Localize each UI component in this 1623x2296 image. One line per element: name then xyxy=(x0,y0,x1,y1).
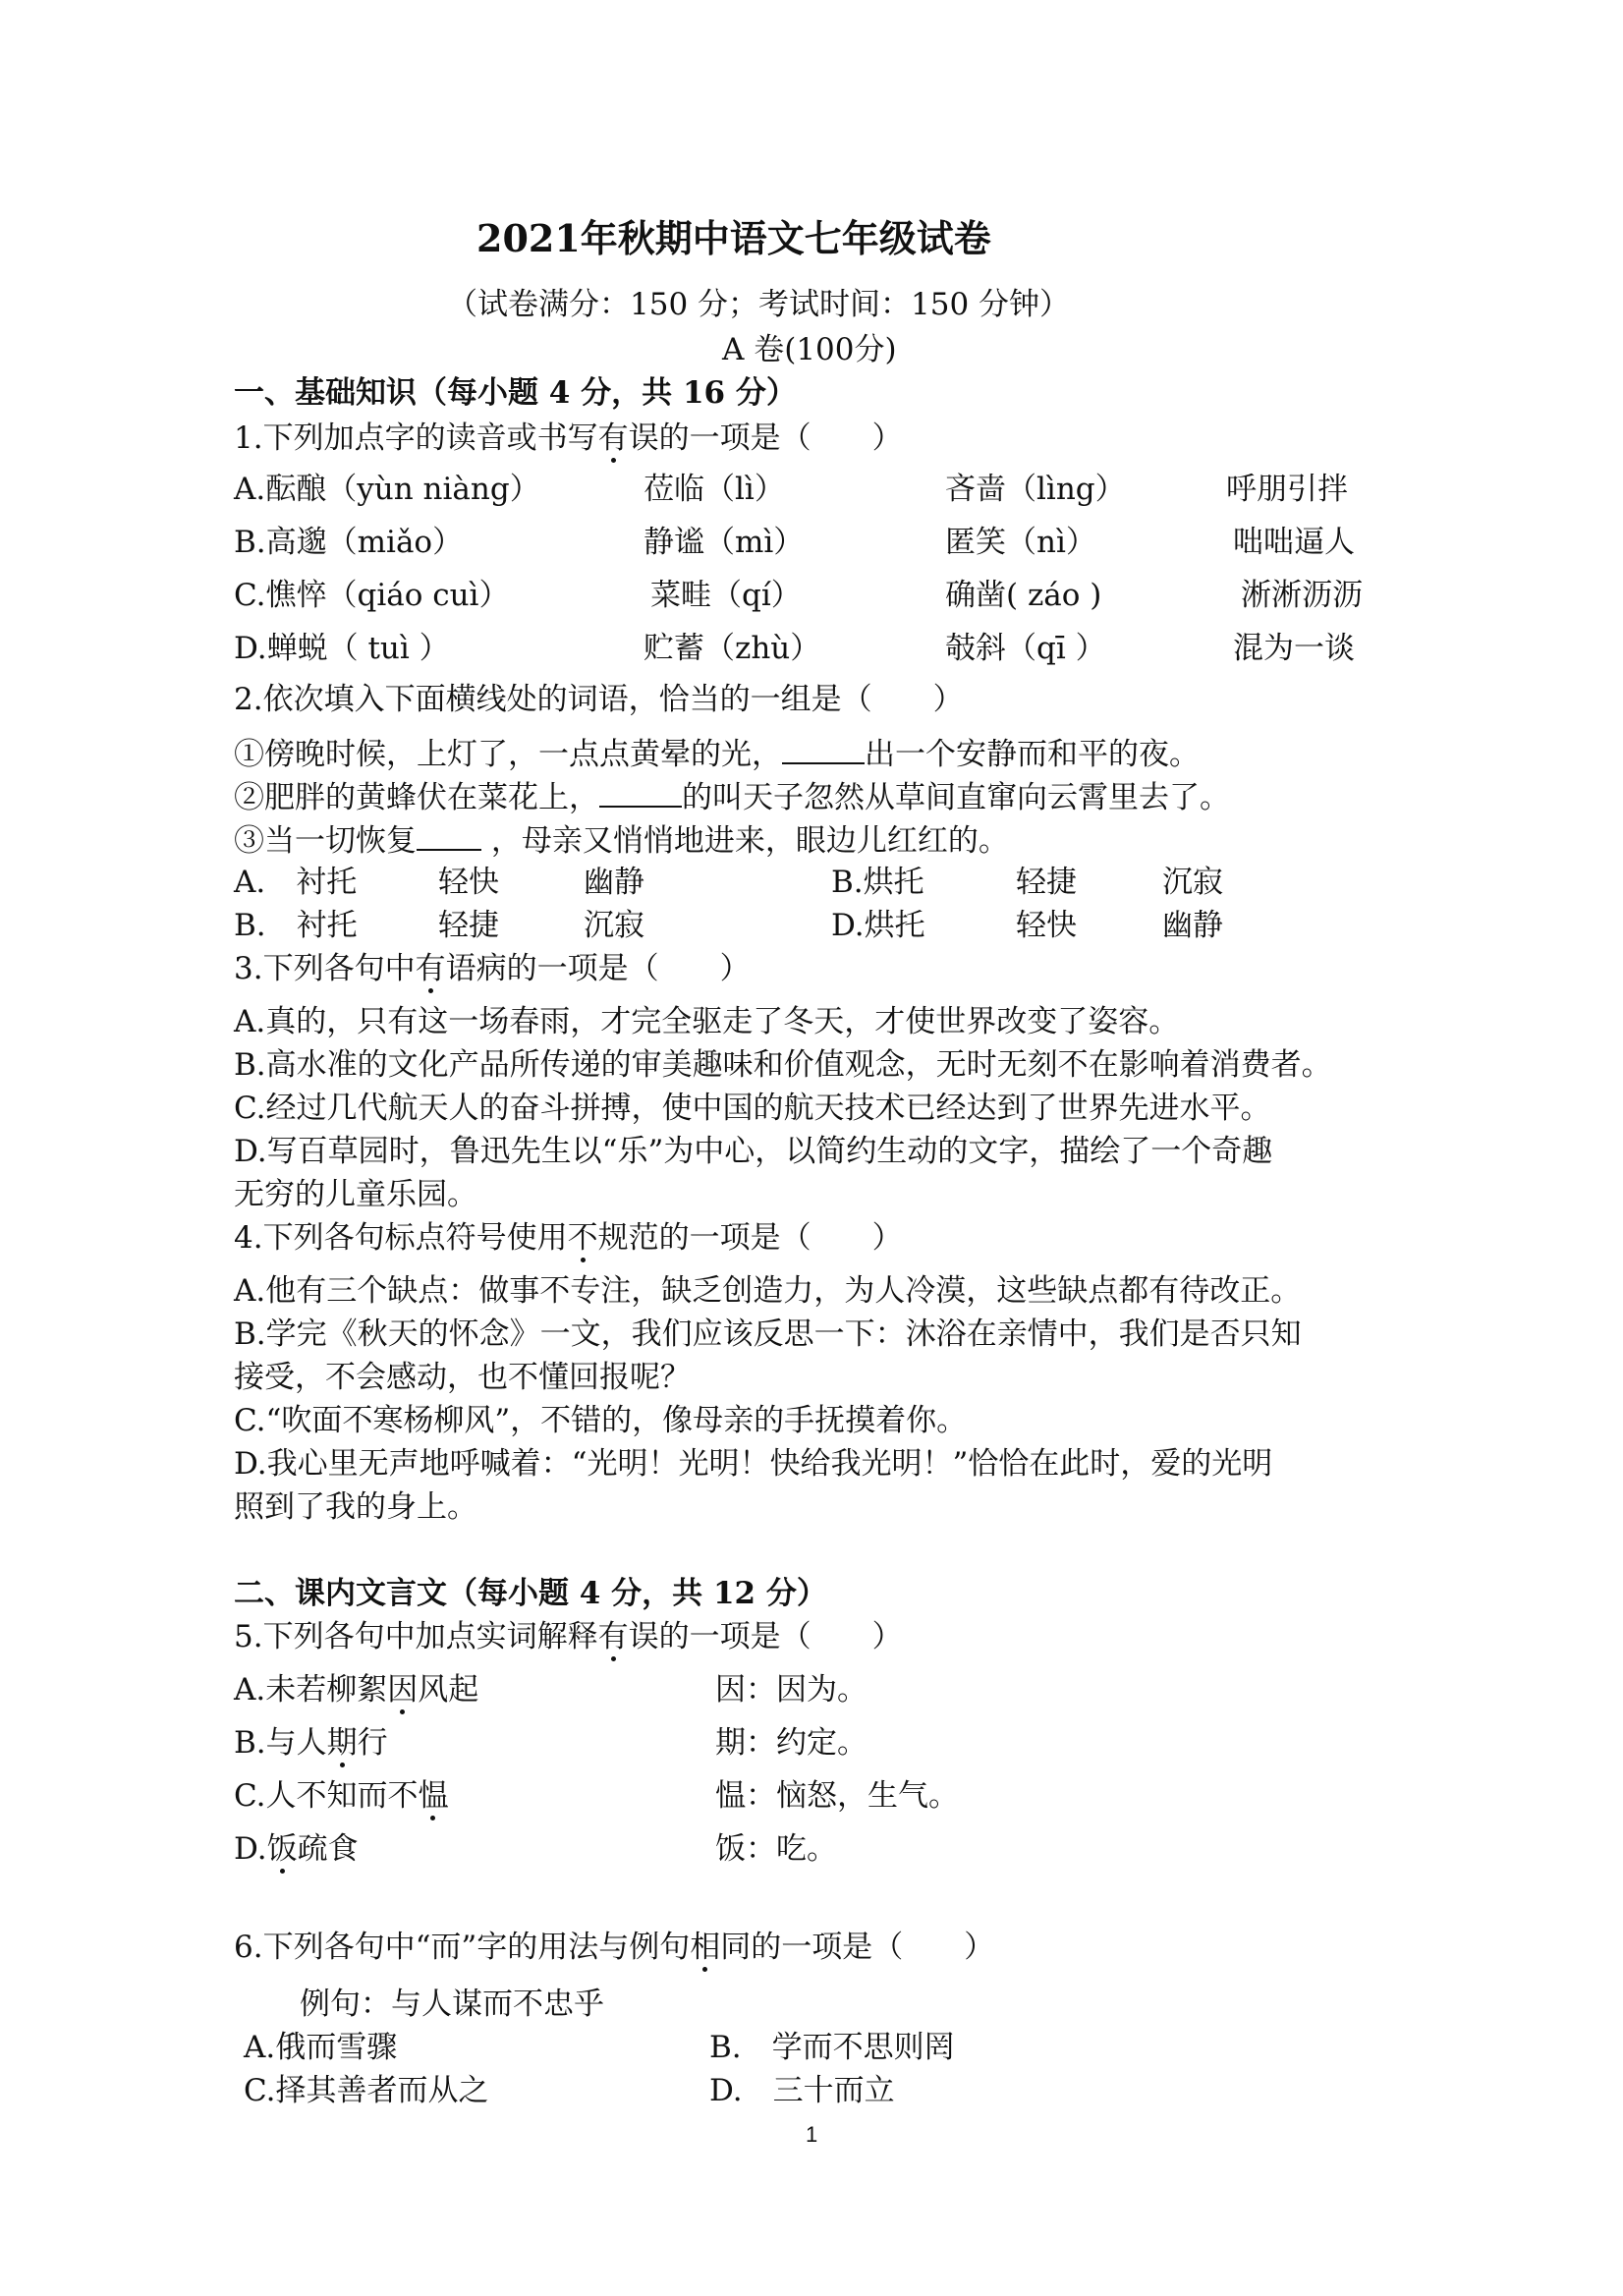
option-line: C.“吹面不寒杨柳风”，不错的，像母亲的手抚摸着你。 xyxy=(234,1403,968,1438)
option-row: B. 衬托 xyxy=(234,908,358,943)
option-word: 幽静 xyxy=(584,865,644,900)
option-explanation: 因：因为。 xyxy=(715,1672,867,1708)
option-explanation: 期：约定。 xyxy=(715,1725,867,1761)
option-text: A.俄而雪骤 xyxy=(244,2030,398,2065)
option-a-word3: 吝啬（lìng） xyxy=(945,472,1126,507)
sentence: ②肥胖的黄蜂伏在菜花上， 的叫天子忽然从草间直窜向云霄里去了。 xyxy=(234,780,1230,815)
option-line: C.经过几代航天人的奋斗拼搏，使中国的航天技术已经达到了世界先进水平。 xyxy=(234,1091,1271,1126)
option-text: D. 三十而立 xyxy=(709,2073,895,2108)
option-line: B.学完《秋天的怀念》一文，我们应该反思一下：沐浴在亲情中，我们是否只知 xyxy=(234,1316,1302,1352)
option-c-word1: C.憔悴（qiáo cuì） xyxy=(234,578,510,613)
option-text: C.择其善者而从之 xyxy=(244,2073,489,2108)
option-word: 轻快 xyxy=(1016,908,1077,943)
option-row: D.烘托 xyxy=(831,908,925,943)
option-explanation: 饭：吃。 xyxy=(715,1831,837,1867)
option-a-word2: 莅临（lì） xyxy=(644,472,785,507)
option-word: 幽静 xyxy=(1162,908,1223,943)
question-stem: 6.下列各句中“而”字的用法与例句相同的一项是（ ） xyxy=(234,1930,995,1965)
option-word: 沉寂 xyxy=(1162,865,1223,900)
section-heading: 一、基础知识（每小题 4 分，共 16 分） xyxy=(234,375,797,411)
option-line: 接受，不会感动，也不懂回报呢？ xyxy=(234,1360,691,1395)
option-b-word2: 静谧（mì） xyxy=(644,525,805,560)
option-sentence: B.与人期行 xyxy=(234,1725,388,1761)
option-row: A. 衬托 xyxy=(234,865,358,900)
option-d-word3: 攲斜（qī ） xyxy=(945,631,1106,666)
page-number: 1 xyxy=(806,2122,818,2147)
question-stem: 3.下列各句中有语病的一项是（ ） xyxy=(234,951,751,986)
option-row: B.烘托 xyxy=(831,865,924,900)
option-line: A.真的，只有这一场春雨，才完全驱走了冬天，才使世界改变了姿容。 xyxy=(234,1004,1180,1039)
option-sentence: A.未若柳絮因风起 xyxy=(234,1672,479,1708)
option-b-word3: 匿笑（nì） xyxy=(945,525,1096,560)
option-sentence: C.人不知而不愠 xyxy=(234,1778,449,1814)
option-d-word1: D.蝉蜕（ tuì ） xyxy=(234,631,450,666)
option-word: 轻快 xyxy=(438,865,499,900)
option-d-word4: 混为一谈 xyxy=(1233,631,1355,666)
option-line: 无穷的儿童乐园。 xyxy=(234,1177,477,1212)
option-sentence: D.饭疏食 xyxy=(234,1831,359,1867)
sentence: ①傍晚时候，上灯了，一点点黄晕的光， 出一个安静而和平的夜。 xyxy=(234,737,1200,772)
question-stem: 4.下列各句标点符号使用不规范的一项是（ ） xyxy=(234,1220,903,1256)
volume-label: A 卷(100分) xyxy=(722,332,897,367)
example-sentence: 例句：与人谋而不忠乎 xyxy=(300,1987,604,2022)
section-heading: 二、课内文言文（每小题 4 分，共 12 分） xyxy=(234,1576,827,1611)
option-word: 轻捷 xyxy=(1016,865,1077,900)
option-explanation: 愠：恼怒，生气。 xyxy=(715,1778,959,1814)
sentence: ③当一切恢复 ，母亲又悄悄地进来，眼边儿红红的。 xyxy=(234,823,1009,859)
exam-info: （试卷满分：150 分；考试时间：150 分钟） xyxy=(447,287,1071,322)
question-stem: 5.下列各句中加点实词解释有误的一项是（ ） xyxy=(234,1619,903,1654)
option-line: A.他有三个缺点：做事不专注，缺乏创造力，为人冷漠，这些缺点都有待改正。 xyxy=(234,1273,1302,1309)
option-line: D.我心里无声地呼喊着：“光明！光明！快给我光明！”恰恰在此时，爱的光明 xyxy=(234,1446,1273,1482)
question-stem: 2.依次填入下面横线处的词语，恰当的一组是（ ） xyxy=(234,682,964,717)
option-b-word4: 咄咄逼人 xyxy=(1233,525,1355,560)
option-word: 沉寂 xyxy=(584,908,644,943)
option-d-word2: 贮蓄（zhù） xyxy=(644,631,821,666)
option-line: D.写百草园时，鲁迅先生以“乐”为中心，以简约生动的文字，描绘了一个奇趣 xyxy=(234,1134,1273,1169)
option-line: 照到了我的身上。 xyxy=(234,1489,477,1525)
option-c-word4: 淅淅沥沥 xyxy=(1241,578,1363,613)
option-c-word3: 确凿( záo ) xyxy=(945,578,1102,613)
question-stem: 1.下列加点字的读音或书写有误的一项是（ ） xyxy=(234,420,903,456)
option-c-word2: 菜畦（qí） xyxy=(650,578,802,613)
option-text: B. 学而不思则罔 xyxy=(709,2030,955,2065)
page-title: 2021年秋期中语文七年级试卷 xyxy=(476,216,991,260)
option-line: B.高水准的文化产品所传递的审美趣味和价值观念，无时无刻不在影响着消费者。 xyxy=(234,1047,1332,1083)
option-b-word1: B.高邈（miǎo） xyxy=(234,525,464,560)
option-word: 轻捷 xyxy=(438,908,499,943)
option-a-word1: A.酝酿（yùn niàng） xyxy=(234,472,540,507)
option-a-word4: 呼朋引拌 xyxy=(1226,472,1348,507)
